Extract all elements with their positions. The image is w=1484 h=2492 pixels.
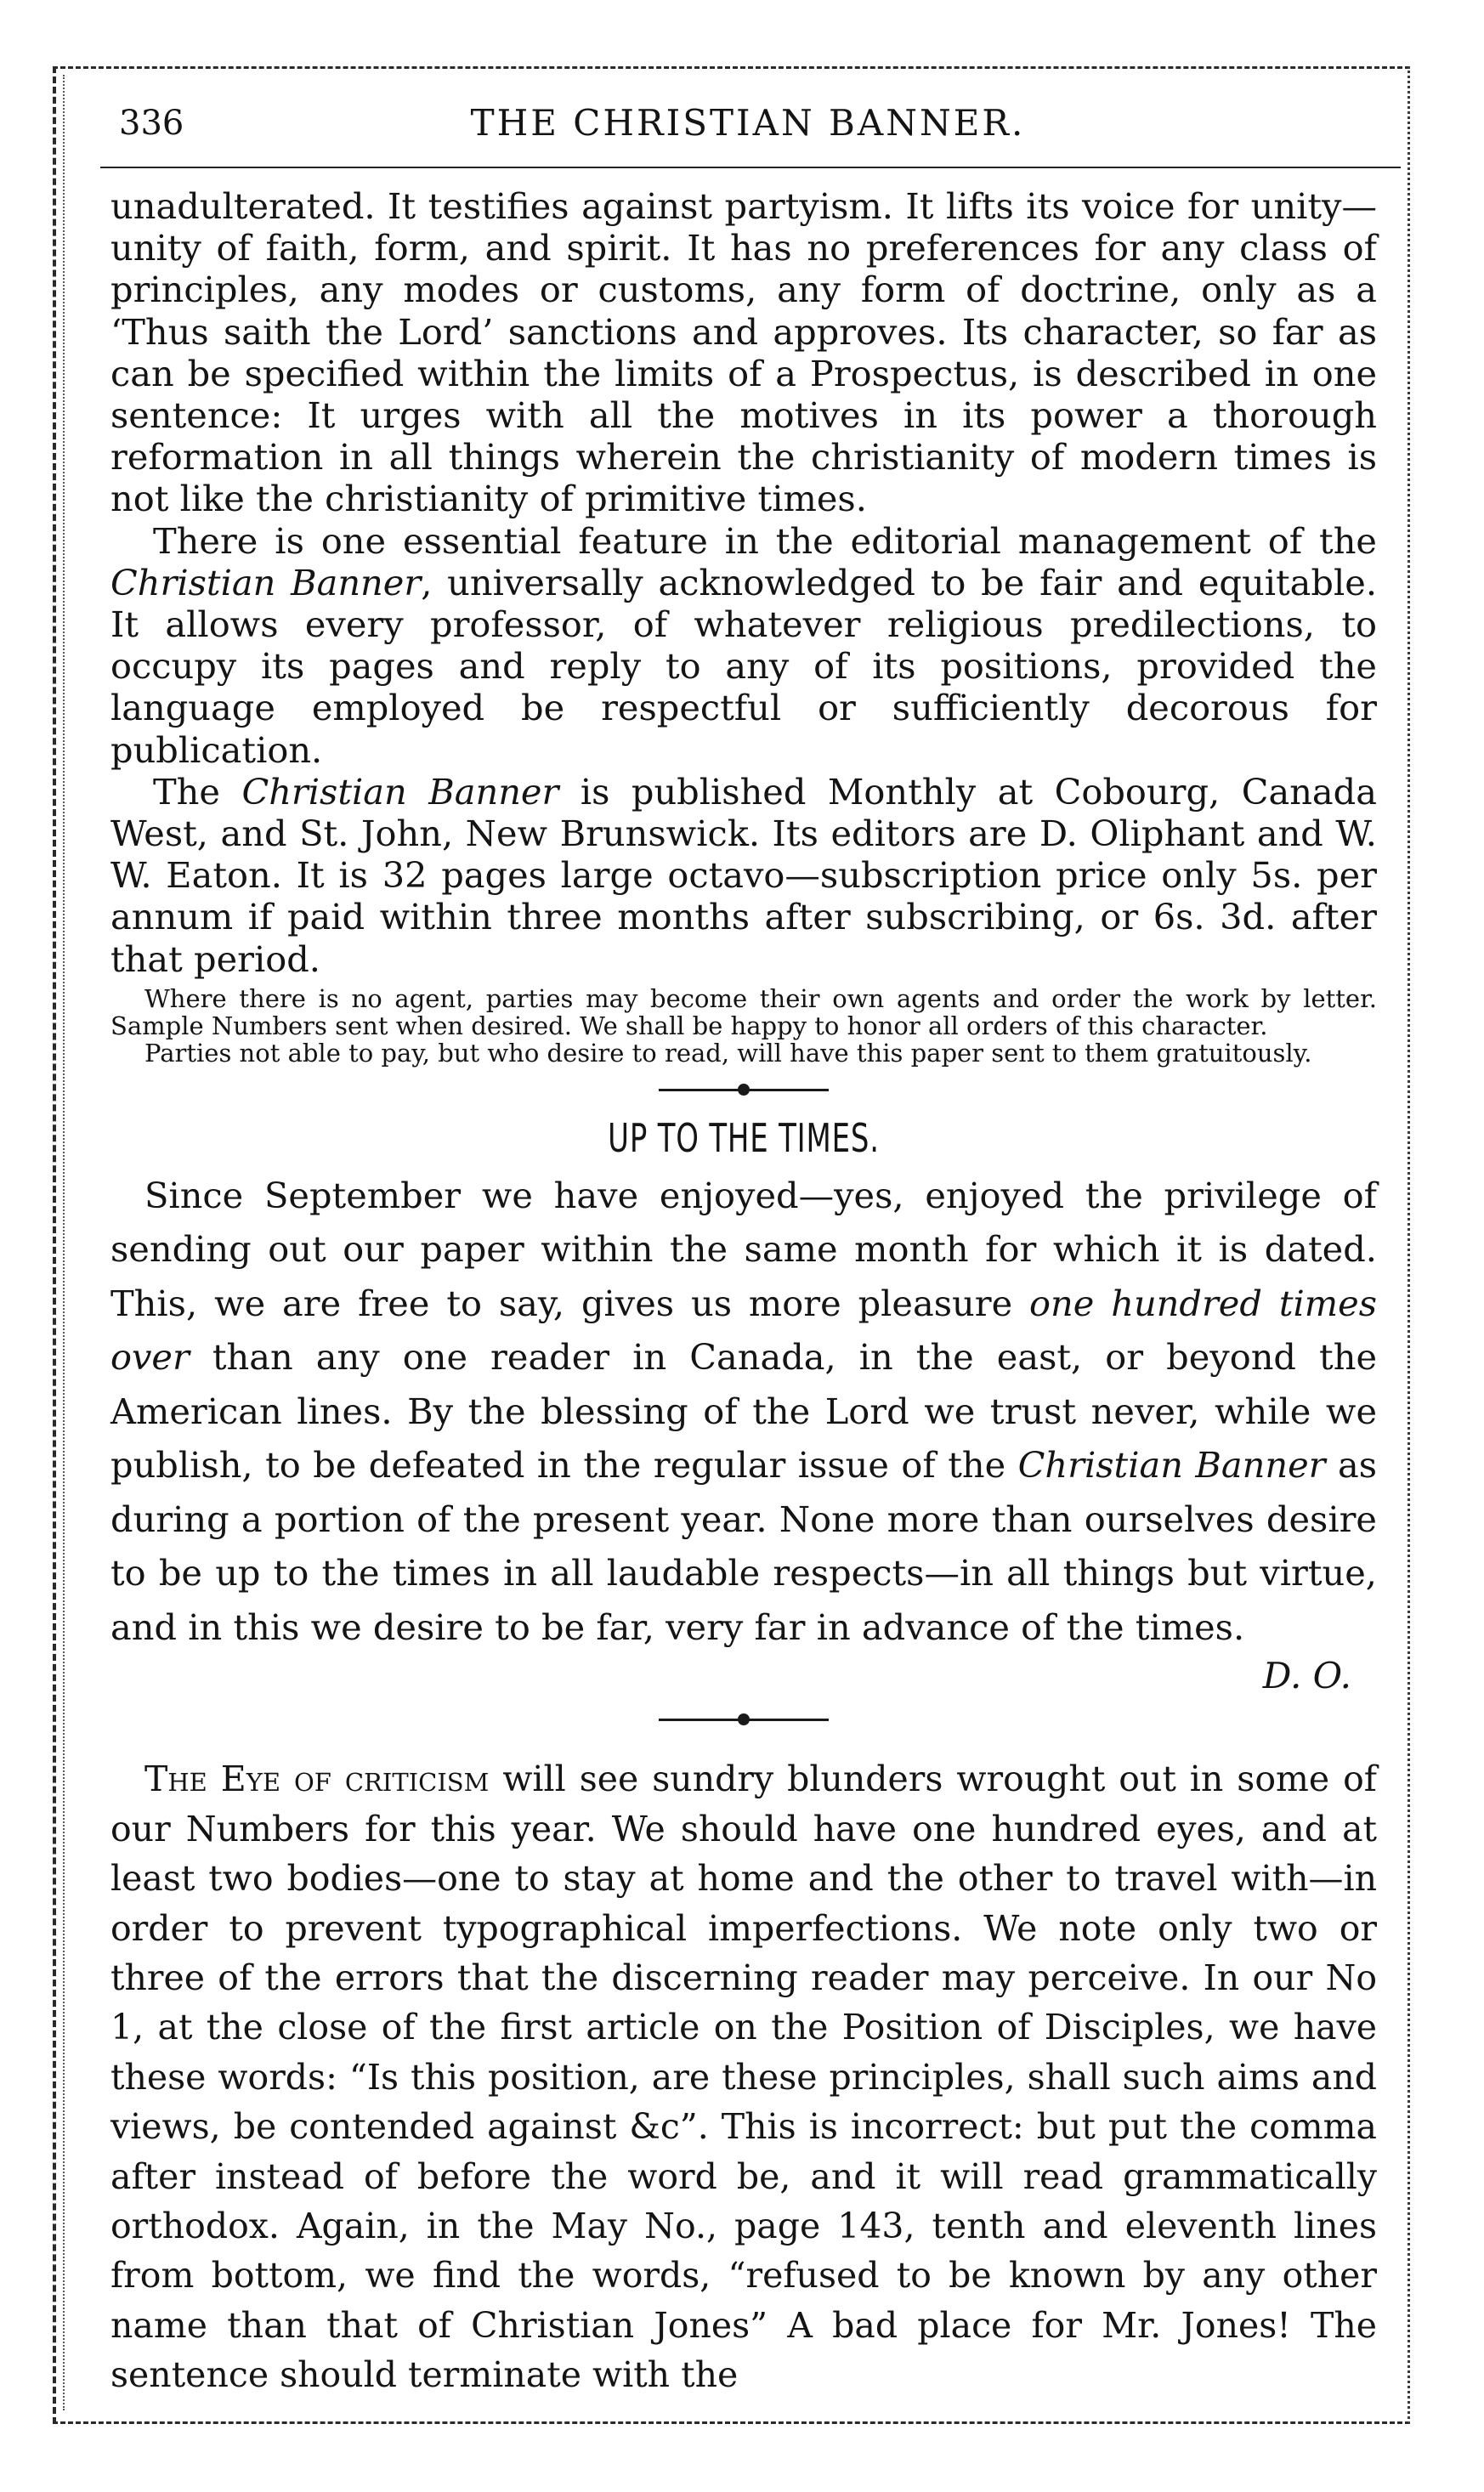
italic-title: Christian Banner [1017, 1444, 1326, 1487]
text-run: Since September we have enjoyed—yes, enjoyed the privilege of sending out our paper within the same month for which it is dated. This, we are free to say, gives us more pleasure [110, 1174, 1377, 1324]
text-run: will see sundry blunders wrought out in some of our Numbers for this year. We should have one hundred eyes, and at least two bodies—one to stay at home and the other to travel with—in order to prevent typographical imperfections. We note only two or three of the errors that the discerning reader may perceive. In our No 1, at the close of the first article on the Position of Disciples, we have these words: “Is this position, are these principles, shall such aims and views, be contended against &c”. This is incorrect: but put the comma after instead of before the word be, and it will read grammatically orthodox. Again, in the May No., page 143, tenth and eleventh lines from bottom, we find the words, “refused to be known by any other name than that of Christian Jones” A bad place for Mr. Jones! The sentence should terminate with the [110, 1759, 1377, 2396]
text-column [110, 185, 1377, 2400]
section-divider [110, 1073, 1377, 1107]
running-title: THE CHRISTIAN BANNER. [470, 102, 1026, 144]
prospectus-paragraph-1: unadulterated. It testifies against partyism. It lifts its voice for unity—unity of faith, form, and spirit. It has no preferences for any class of principles, any modes or customs, any form of doctrine, only as a ‘Thus saith the Lord’ sanctions and approves. Its character, so far as can be specified within the limits of a Prospectus, is described in one sentence: It urges with all the motives in its power a thorough reformation in all things wherein the christianity of modern times is not like the christianity of primitive times. [110, 185, 1377, 520]
page-number: 336 [119, 104, 184, 143]
prospectus-paragraph-2 [110, 520, 1377, 771]
prospectus-paragraph-3 [110, 771, 1377, 980]
text-run: There is one essential feature in the editorial management of the [153, 519, 1377, 562]
up-to-the-times-paragraph [110, 1169, 1377, 1655]
up-to-the-times-section [110, 1169, 1377, 1655]
small-caps-lead: The Eye of criticism [144, 1759, 490, 1800]
prospectus-notes [110, 985, 1377, 1067]
header-rule [100, 167, 1401, 168]
text-run: The [153, 770, 242, 813]
note-agents: Where there is no agent, parties may become their own agents and order the work by letter. Sample Numbers sent when desired. We shall be happy to honor all orders of this character. [110, 983, 1377, 1040]
page-header [93, 93, 1402, 161]
note-gratuitous: Parties not able to pay, but who desire to read, will have this paper sent to them gratuitously. [144, 1038, 1312, 1068]
text-run: , universally acknowledged to be fair and equitable. It allows every professor, of whatever religious predilections, to occupy its pages and reply to any of its positions, provided the language employed be respectful or sufficiently decorous for publication. [110, 561, 1378, 771]
errata-section [110, 1754, 1377, 2399]
divider-dot [738, 1084, 750, 1096]
italic-phrase: one hundred times over [110, 1282, 1377, 1379]
text-run: as during a portion of the present year. None more than ourselves desire to be up to the times in all laudable respects—in all things but virtue, and in this we desire to be far, very far in advance of the times. [110, 1444, 1378, 1648]
divider-dot [738, 1713, 750, 1725]
text-run: than any one reader in Canada, in the east, or beyond the American lines. By the blessing of the Lord we trust never, while we publish, to be defeated in the regular issue of the [110, 1336, 1377, 1487]
italic-title: Christian Banner [241, 770, 559, 813]
errata-paragraph [110, 1754, 1377, 2399]
signature: D. O. [1262, 1655, 1351, 1697]
text-run: is published Monthly at Cobourg, Canada West, and St. John, New Brunswick. Its editors are D. Oliphant and W. W. Eaton. It is 32 pages large octavo—subscription price only 5s. per annum if paid within three months after subscribing, or 6s. 3d. after that period. [110, 770, 1377, 980]
prospectus-section [110, 185, 1377, 980]
italic-title: Christian Banner [110, 561, 422, 603]
section-title: UP TO THE TIMES. [608, 1114, 880, 1161]
section-divider [110, 1703, 1377, 1737]
